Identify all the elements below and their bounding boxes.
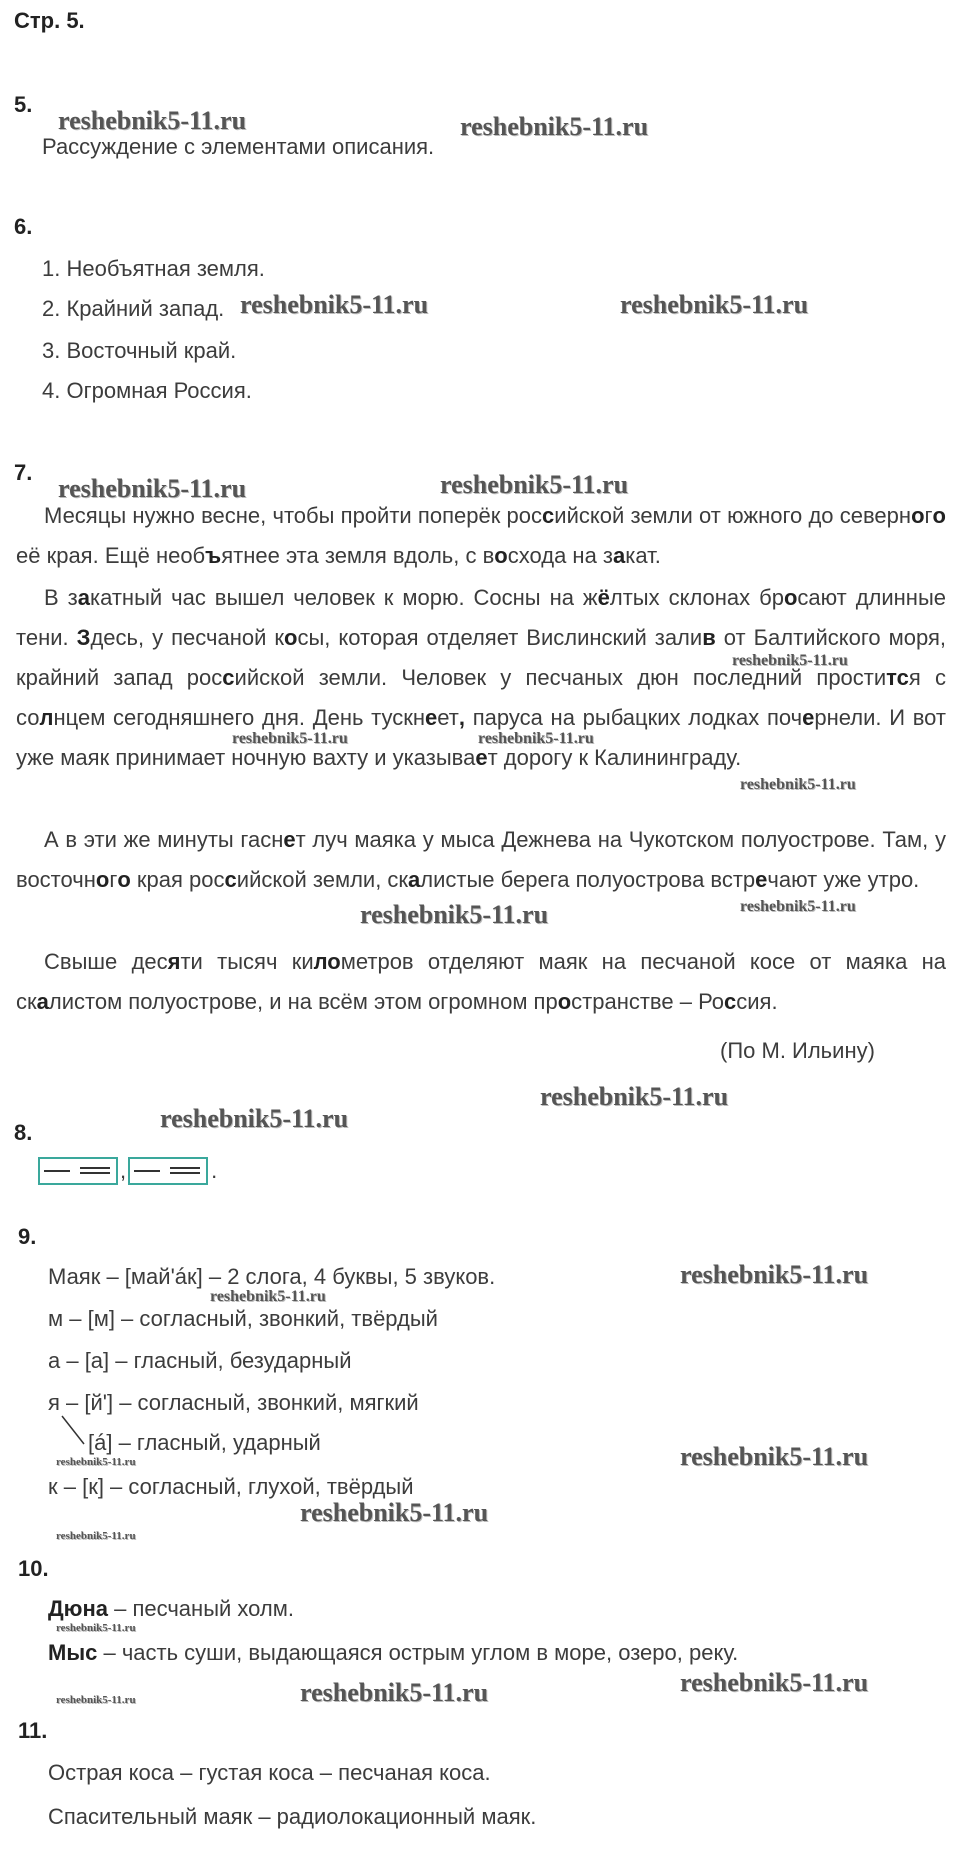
task-9-line-6: к – [к] – согласный, глухой, твёрдый bbox=[48, 1474, 414, 1499]
task-6-item-1: 1. Необъятная земля. bbox=[42, 256, 265, 281]
watermark: reshebnik5-11.ru bbox=[740, 776, 856, 793]
scheme-box-1 bbox=[38, 1157, 118, 1185]
term-cape: Мыс bbox=[48, 1640, 98, 1665]
predicate-line-top bbox=[80, 1167, 110, 1169]
watermark: reshebnik5-11.ru bbox=[478, 730, 594, 747]
subject-line bbox=[134, 1170, 160, 1172]
watermark: reshebnik5-11.ru bbox=[210, 1288, 326, 1305]
task-9-number: 9. bbox=[18, 1224, 37, 1249]
task-9-line-3: а – [а] – гласный, безударный bbox=[48, 1348, 352, 1373]
task-6-item-3: 3. Восточный край. bbox=[42, 338, 237, 363]
scheme-comma: , bbox=[120, 1158, 127, 1183]
task-7-paragraph-3: А в эти же минуты гаснет луч маяка у мыса Дежнева на Чукотском полуострове. Там, у восточного края российской земли, скалистые берега полуострова встречают уже утро. bbox=[16, 827, 946, 892]
watermark: reshebnik5-11.ru bbox=[58, 474, 247, 503]
task-8-scheme bbox=[38, 1157, 217, 1185]
task-5-answer: Рассуждение с элементами описания. bbox=[42, 134, 435, 159]
watermark: reshebnik5-11.ru bbox=[732, 652, 848, 669]
task-7-author: (По М. Ильину) bbox=[720, 1038, 875, 1063]
task-6-item-4: 4. Огромная Россия. bbox=[42, 378, 252, 403]
predicate-line-bottom bbox=[170, 1172, 200, 1174]
task-10-definition-1 bbox=[48, 1596, 294, 1622]
task-6-number: 6. bbox=[14, 214, 33, 239]
watermark: reshebnik5-11.ru bbox=[460, 112, 649, 141]
predicate-line-bottom bbox=[80, 1172, 110, 1174]
watermark: reshebnik5-11.ru bbox=[360, 900, 549, 929]
watermark: reshebnik5-11.ru bbox=[58, 106, 247, 135]
watermark: reshebnik5-11.ru bbox=[56, 1622, 136, 1634]
watermark: reshebnik5-11.ru bbox=[680, 1260, 869, 1289]
predicate-line-top bbox=[170, 1167, 200, 1169]
watermark: reshebnik5-11.ru bbox=[680, 1668, 869, 1697]
watermark: reshebnik5-11.ru bbox=[440, 470, 629, 499]
watermark: reshebnik5-11.ru bbox=[232, 730, 348, 747]
task-11-number: 11. bbox=[18, 1718, 48, 1743]
watermark: reshebnik5-11.ru bbox=[56, 1694, 136, 1706]
task-9-line-1: Маяк – [май'áк] – 2 слога, 4 буквы, 5 звуков. bbox=[48, 1264, 496, 1289]
task-11-line-1: Острая коса – густая коса – песчаная коса. bbox=[48, 1760, 491, 1785]
definition-dune: – песчаный холм. bbox=[107, 1596, 294, 1621]
term-dune: Дюна bbox=[48, 1596, 108, 1621]
watermark: reshebnik5-11.ru bbox=[620, 290, 809, 319]
page-header: Стр. 5. bbox=[14, 8, 85, 33]
task-9-line-2: м – [м] – согласный, звонкий, твёрдый bbox=[48, 1306, 438, 1331]
task-6-item-2: 2. Крайний запад. bbox=[42, 296, 225, 321]
watermark: reshebnik5-11.ru bbox=[740, 898, 856, 915]
task-10-definition-2 bbox=[48, 1640, 738, 1666]
watermark: reshebnik5-11.ru bbox=[160, 1104, 349, 1133]
watermark: reshebnik5-11.ru bbox=[300, 1678, 489, 1707]
connector-line bbox=[58, 1414, 88, 1448]
watermark: reshebnik5-11.ru bbox=[240, 290, 429, 319]
watermark: reshebnik5-11.ru bbox=[300, 1498, 489, 1527]
task-11-line-2: Спасительный маяк – радиолокационный маяк. bbox=[48, 1804, 537, 1829]
task-5-number: 5. bbox=[14, 92, 33, 117]
task-9-line-4: я – [й'] – согласный, звонкий, мягкий bbox=[48, 1390, 419, 1415]
watermark: reshebnik5-11.ru bbox=[680, 1442, 869, 1471]
task-7-paragraph-4: Свыше десяти тысяч километров отделяют маяк на песчаной косе от маяка на скалистом полуострове, и на всём этом огромном пространстве – Россия. bbox=[16, 949, 946, 1014]
scheme-box-2 bbox=[128, 1157, 208, 1185]
task-8-number: 8. bbox=[14, 1120, 33, 1145]
task-10-number: 10. bbox=[18, 1556, 49, 1581]
definition-cape: – часть суши, выдающаяся острым углом в море, озеро, реку. bbox=[97, 1640, 739, 1665]
watermark: reshebnik5-11.ru bbox=[56, 1456, 136, 1468]
scheme-period: . bbox=[211, 1158, 218, 1183]
task-7-number: 7. bbox=[14, 460, 33, 485]
task-7-paragraph-2: В закатный час вышел человек к морю. Сосны на жёлтых склонах бросают длинные тени. Здесь, у песчаной косы, которая отделяет Вислинский залив от Балтийского моря, крайний запад российской земли. Человек у песчаных дюн последний простится с солнцем сегодняшнего дня. День тускнеет, паруса на рыбацких лодках почернели. И вот уже маяк принимает ночную вахту и указывает дорогу к Калининграду. bbox=[16, 585, 947, 770]
task-9-line-5: [á] – гласный, ударный bbox=[88, 1430, 321, 1455]
task-7-paragraph-1: Месяцы нужно весне, чтобы пройти поперёк российской земли от южного до северного её края. Ещё необъятнее эта земля вдоль, с восхода на закат. bbox=[16, 503, 946, 568]
watermark: reshebnik5-11.ru bbox=[56, 1530, 136, 1542]
subject-line bbox=[44, 1170, 70, 1172]
watermark: reshebnik5-11.ru bbox=[540, 1082, 729, 1111]
